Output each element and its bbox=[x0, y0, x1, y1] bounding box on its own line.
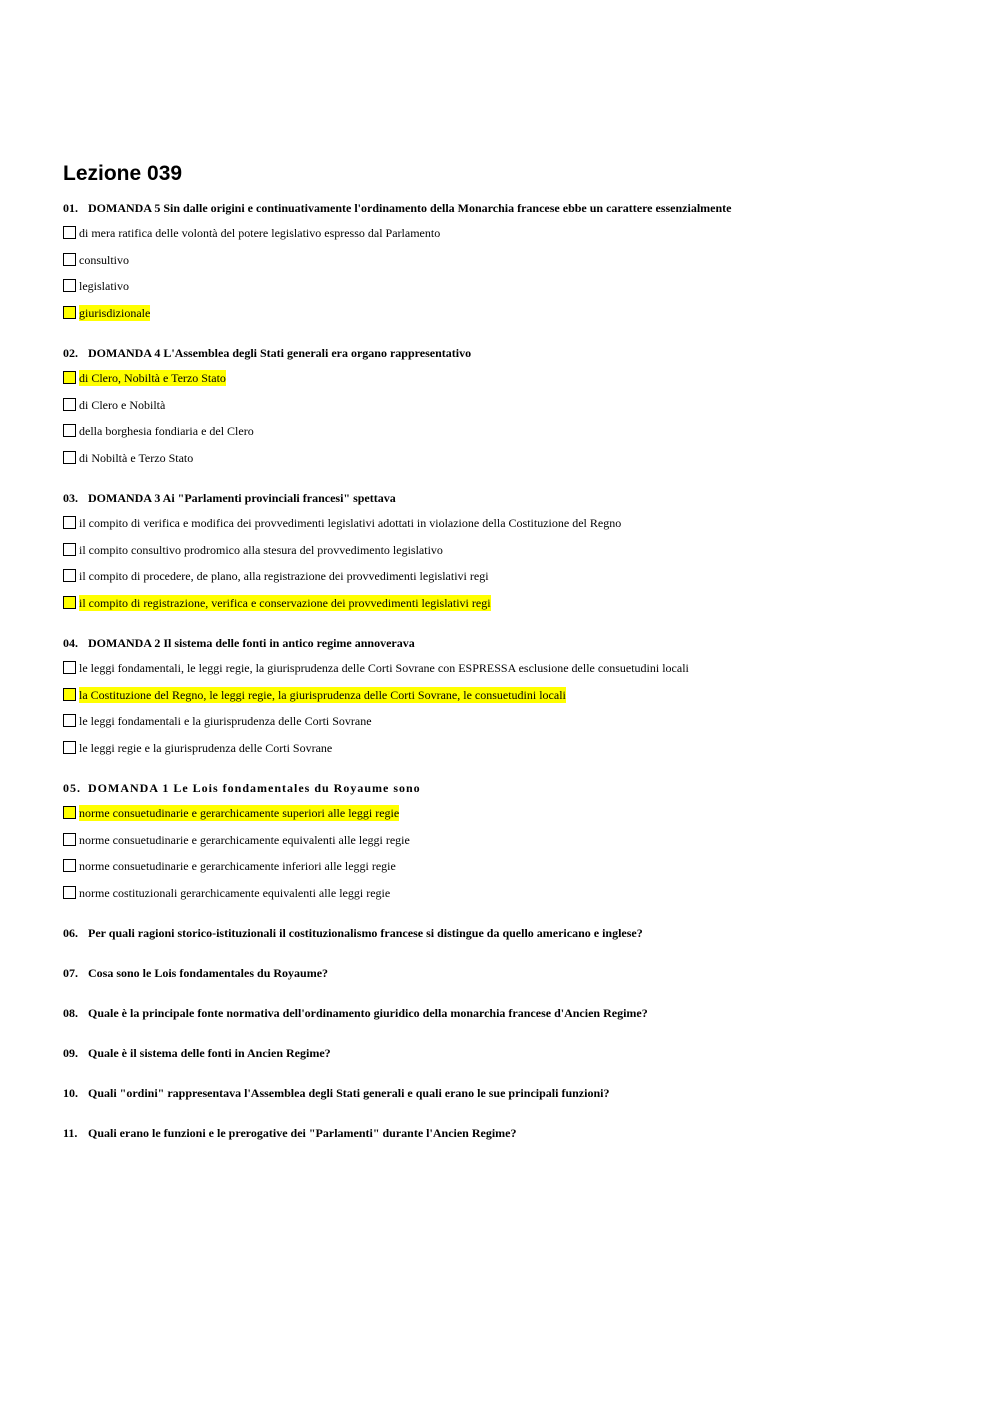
answer-option-text: le leggi regie e la giurisprudenza delle Corti Sovrane bbox=[79, 740, 333, 755]
question-heading bbox=[63, 345, 963, 361]
checkbox-icon[interactable] bbox=[63, 859, 76, 872]
answer-option-text: legislativo bbox=[79, 279, 129, 293]
answer-option-text: le leggi fondamentali, le leggi regie, la giurisprudenza delle Corti Sovrane con ESPRESSA esclusione delle consuetudini locali bbox=[79, 661, 689, 675]
checkbox-icon[interactable] bbox=[63, 451, 76, 464]
question-text: DOMANDA 5 Sin dalle origini e continuativamente l'ordinamento della Monarchia francese ebbe un carattere essenzialmente bbox=[88, 201, 732, 215]
answer-options bbox=[63, 225, 963, 331]
checkbox-icon[interactable] bbox=[63, 424, 76, 437]
answer-option[interactable] bbox=[63, 278, 963, 305]
answer-option[interactable] bbox=[63, 225, 963, 252]
answer-options bbox=[63, 805, 963, 911]
open-question-07 bbox=[63, 965, 963, 1005]
question-text: Per quali ragioni storico-istituzionali il costituzionalismo francese si distingue da quello americano e inglese? bbox=[88, 926, 643, 940]
answer-option[interactable] bbox=[63, 423, 963, 450]
question-text: DOMANDA 3 Ai "Parlamenti provinciali francesi" spettava bbox=[88, 491, 396, 505]
checkbox-icon[interactable] bbox=[63, 806, 76, 819]
question-heading bbox=[63, 200, 963, 216]
question-number: 04. bbox=[63, 636, 78, 650]
question-number: 07. bbox=[63, 966, 78, 980]
question-02 bbox=[63, 345, 963, 476]
answer-option[interactable] bbox=[63, 805, 963, 832]
lesson-title: Lezione 039 bbox=[63, 162, 183, 185]
answer-option-text: norme consuetudinarie e gerarchicamente superiori alle leggi regie bbox=[79, 806, 400, 820]
question-number: 08. bbox=[63, 1006, 78, 1020]
answer-option-text: il compito di verifica e modifica dei provvedimenti legislativi adottati in violazione della Costituzione del Regno bbox=[79, 516, 622, 530]
question-number: 03. bbox=[63, 491, 78, 505]
answer-option[interactable] bbox=[63, 568, 963, 595]
answer-option[interactable] bbox=[63, 858, 963, 885]
checkbox-icon[interactable] bbox=[63, 688, 76, 701]
question-05 bbox=[63, 780, 963, 911]
answer-option-text: il compito di procedere, de plano, alla registrazione dei provvedimenti legislativi regi bbox=[79, 569, 489, 583]
open-question-11 bbox=[63, 1125, 963, 1165]
answer-option[interactable] bbox=[63, 542, 963, 569]
question-heading bbox=[63, 780, 963, 796]
answer-option[interactable] bbox=[63, 305, 963, 332]
checkbox-icon[interactable] bbox=[63, 569, 76, 582]
question-number: 01. bbox=[63, 201, 78, 215]
checkbox-icon[interactable] bbox=[63, 714, 76, 727]
checkbox-icon[interactable] bbox=[63, 253, 76, 266]
answer-option[interactable] bbox=[63, 740, 963, 767]
checkbox-icon[interactable] bbox=[63, 833, 76, 846]
open-questions bbox=[63, 925, 963, 1165]
question-text: DOMANDA 4 L'Assemblea degli Stati generali era organo rappresentativo bbox=[88, 346, 472, 360]
checkbox-icon[interactable] bbox=[63, 596, 76, 609]
answer-option[interactable] bbox=[63, 397, 963, 424]
answer-option-text: il compito consultivo prodromico alla stesura del provvedimento legislativo bbox=[79, 542, 443, 557]
open-question-08 bbox=[63, 1005, 963, 1045]
checkbox-icon[interactable] bbox=[63, 306, 76, 319]
question-heading bbox=[63, 635, 963, 651]
answer-option-text: di Clero, Nobiltà e Terzo Stato bbox=[79, 371, 226, 385]
checkbox-icon[interactable] bbox=[63, 279, 76, 292]
answer-option-text: di mera ratifica delle volontà del potere legislativo espresso dal Parlamento bbox=[79, 226, 441, 240]
answer-option-text: le leggi fondamentali e la giurisprudenza delle Corti Sovrane bbox=[79, 714, 372, 728]
question-text: Cosa sono le Lois fondamentales du Royaume? bbox=[88, 966, 329, 980]
answer-option-text: la Costituzione del Regno, le leggi regie, la giurisprudenza delle Corti Sovrane, le consuetudini locali bbox=[79, 687, 566, 702]
answer-option[interactable] bbox=[63, 450, 963, 477]
answer-options bbox=[63, 515, 963, 621]
answer-option[interactable] bbox=[63, 660, 963, 687]
answer-option[interactable] bbox=[63, 713, 963, 740]
answer-option[interactable] bbox=[63, 370, 963, 397]
answer-option-text: norme consuetudinarie e gerarchicamente inferiori alle leggi regie bbox=[79, 859, 396, 873]
answer-option-text: consultivo bbox=[79, 252, 129, 267]
checkbox-icon[interactable] bbox=[63, 226, 76, 239]
answer-option[interactable] bbox=[63, 252, 963, 279]
checkbox-icon[interactable] bbox=[63, 371, 76, 384]
question-number: 05. bbox=[63, 781, 81, 795]
open-question-06 bbox=[63, 925, 963, 965]
answer-option[interactable] bbox=[63, 885, 963, 912]
question-number: 09. bbox=[63, 1046, 78, 1060]
checkbox-icon[interactable] bbox=[63, 886, 76, 899]
answer-option-text: di Nobiltà e Terzo Stato bbox=[79, 450, 194, 465]
checkbox-icon[interactable] bbox=[63, 398, 76, 411]
question-text: DOMANDA 1 Le Lois fondamentales du Royaume sono bbox=[88, 781, 421, 795]
answer-options bbox=[63, 660, 963, 766]
answer-option[interactable] bbox=[63, 515, 963, 542]
question-number: 02. bbox=[63, 346, 78, 360]
answer-option-text: della borghesia fondiaria e del Clero bbox=[79, 424, 254, 438]
checkbox-icon[interactable] bbox=[63, 516, 76, 529]
open-question-10 bbox=[63, 1085, 963, 1125]
question-text: Quali "ordini" rappresentava l'Assemblea degli Stati generali e quali erano le sue principali funzioni? bbox=[88, 1086, 610, 1100]
answer-option-text: il compito di registrazione, verifica e conservazione dei provvedimenti legislativi regi bbox=[79, 595, 491, 610]
checkbox-icon[interactable] bbox=[63, 661, 76, 674]
answer-option-text: norme consuetudinarie e gerarchicamente equivalenti alle leggi regie bbox=[79, 832, 410, 847]
open-question-09 bbox=[63, 1045, 963, 1085]
question-03 bbox=[63, 490, 963, 621]
question-text: Quali erano le funzioni e le prerogative dei "Parlamenti" durante l'Ancien Regime? bbox=[88, 1126, 517, 1140]
question-heading bbox=[63, 490, 963, 506]
question-01 bbox=[63, 200, 963, 331]
checkbox-icon[interactable] bbox=[63, 543, 76, 556]
question-number: 06. bbox=[63, 926, 78, 940]
answer-option[interactable] bbox=[63, 595, 963, 622]
question-text: DOMANDA 2 Il sistema delle fonti in antico regime annoverava bbox=[88, 636, 415, 650]
question-number: 11. bbox=[63, 1126, 78, 1140]
document-page bbox=[63, 160, 963, 1165]
question-04 bbox=[63, 635, 963, 766]
question-number: 10. bbox=[63, 1086, 78, 1100]
answer-option[interactable] bbox=[63, 687, 963, 714]
answer-option-text: di Clero e Nobiltà bbox=[79, 397, 166, 412]
question-text: Quale è la principale fonte normativa dell'ordinamento giuridico della monarchia francese d'Ancien Regime? bbox=[88, 1006, 648, 1020]
checkbox-icon[interactable] bbox=[63, 741, 76, 754]
question-text: Quale è il sistema delle fonti in Ancien Regime? bbox=[88, 1046, 331, 1060]
answer-option-text: norme costituzionali gerarchicamente equivalenti alle leggi regie bbox=[79, 885, 391, 900]
answer-options bbox=[63, 370, 963, 476]
answer-option[interactable] bbox=[63, 832, 963, 859]
answer-option-text: giurisdizionale bbox=[79, 305, 151, 320]
